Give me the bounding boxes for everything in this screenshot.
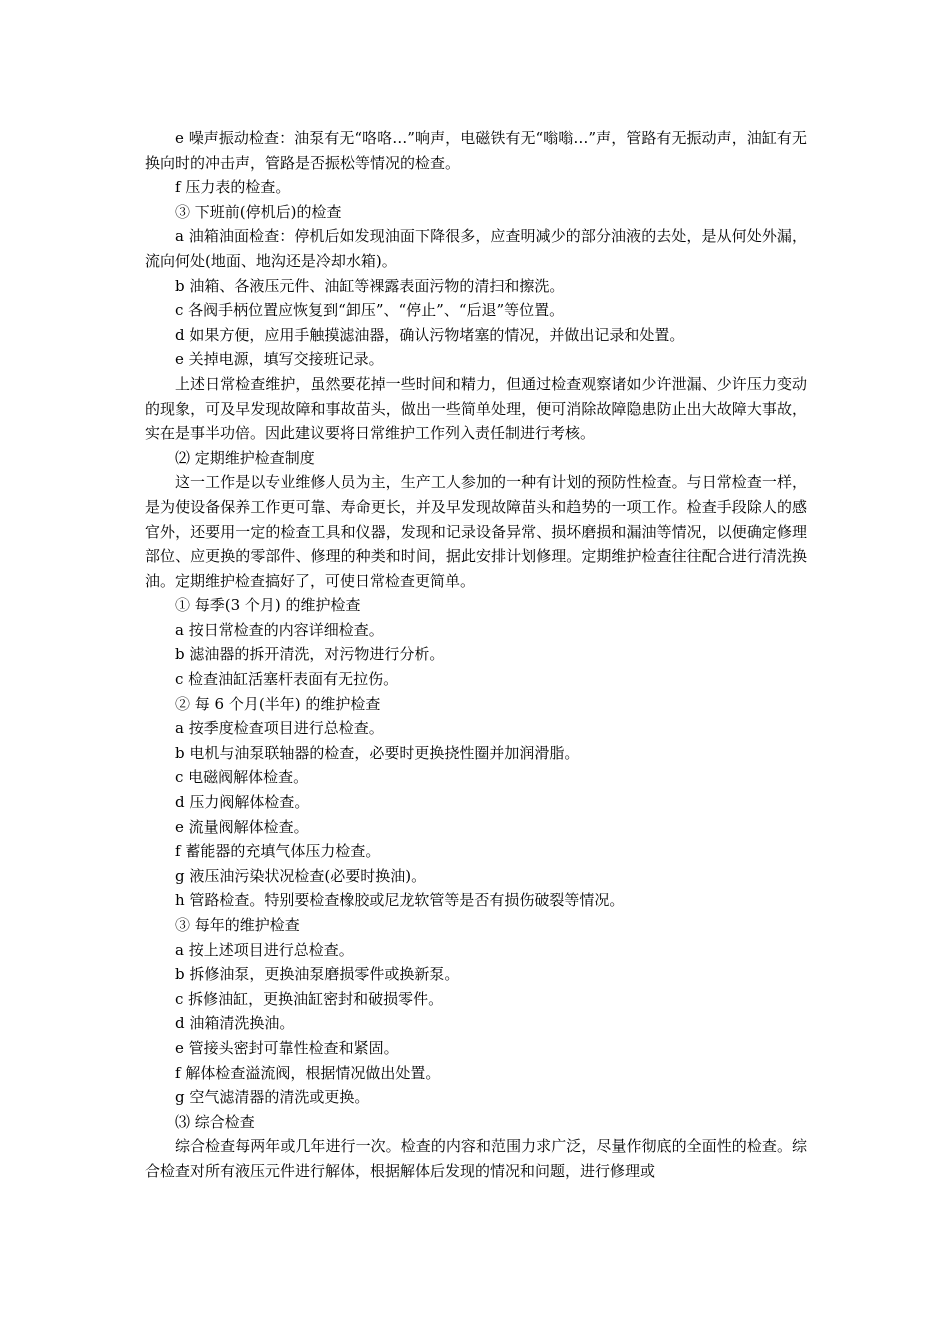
- paragraph-periodic-description: 这一工作是以专业维修人员为主，生产工人参加的一种有计划的预防性检查。与日常检查一样，是为使设备保养工作更可靠、寿命更长，并及早发现故障苗头和趋势的一项工作。检查手段除人的感官外，还要用一定的检查工具和仪器，发现和记录设备异常、损坏磨损和漏油等情况，以便确定修理部位、应更换的零部件、修理的种类和时间，据此安排计划修理。定期维护检查往往配合进行清洗换油。定期维护检查搞好了，可使日常检查更简单。: [145, 473, 807, 590]
- heading-half-year-check: ② 每 6 个月(半年) 的维护检查: [175, 694, 381, 713]
- heading-after-shift-check: ③ 下班前(停机后)的检查: [175, 202, 342, 221]
- item-yearly-g: g 空气滤清器的清洗或更换。: [175, 1088, 370, 1107]
- item-half-year-h: h 管路检查。特别要检查橡胶或尼龙软管等是否有损伤破裂等情况。: [175, 891, 625, 910]
- item-quarterly-b: b 滤油器的拆开清洗，对污物进行分析。: [175, 645, 445, 664]
- paragraph-daily-summary: 上述日常检查维护，虽然要花掉一些时间和精力，但通过检查观察诸如少许泄漏、少许压力变动的现象，可及早发现故障和事故苗头，做出一些简单处理，便可消除故障隐患防止出大故障大事故，实在是事半功倍。因此建议要将日常维护工作列入责任制进行考核。: [145, 374, 807, 443]
- item-yearly-c: c 拆修油缸，更换油缸密封和破损零件。: [175, 989, 444, 1008]
- item-surface-cleaning: b 油箱、各液压元件、油缸等裸露表面污物的清扫和擦洗。: [175, 276, 565, 295]
- paragraph-comprehensive-description: 综合检查每两年或几年进行一次。检查的内容和范围力求广泛，尽量作彻底的全面性的检查。综合检查对所有液压元件进行解体，根据解体后发现的情况和问题，进行修理或: [145, 1137, 807, 1180]
- item-half-year-g: g 液压油污染状况检查(必要时换油)。: [175, 866, 427, 885]
- paragraph-noise-check: e 噪声振动检查：油泵有无“咯咯…”响声，电磁铁有无“嗡嗡…”声，管路有无振动声，油缸有无换向时的冲击声，管路是否振松等情况的检查。: [145, 129, 807, 172]
- item-half-year-d: d 压力阀解体检查。: [175, 793, 310, 812]
- heading-periodic-inspection: ⑵ 定期维护检查制度: [175, 448, 315, 467]
- item-half-year-f: f 蓄能器的充填气体压力检查。: [175, 842, 381, 861]
- item-quarterly-a: a 按日常检查的内容详细检查。: [175, 620, 384, 639]
- heading-quarterly-check: ① 每季(3 个月) 的维护检查: [175, 596, 361, 615]
- item-yearly-b: b 拆修油泵，更换油泵磨损零件或换新泵。: [175, 965, 460, 984]
- heading-comprehensive-check: ⑶ 综合检查: [175, 1112, 255, 1131]
- item-yearly-f: f 解体检查溢流阀，根据情况做出处置。: [175, 1063, 441, 1082]
- item-quarterly-c: c 检查油缸活塞杆表面有无拉伤。: [175, 670, 399, 689]
- item-half-year-b: b 电机与油泵联轴器的检查，必要时更换挠性圈并加润滑脂。: [175, 743, 580, 762]
- item-filter-touch: d 如果方便，应用手触摸滤油器，确认污物堵塞的情况，并做出记录和处置。: [175, 325, 685, 344]
- item-pressure-gauge: f 压力表的检查。: [175, 178, 291, 197]
- item-power-off: e 关掉电源，填写交接班记录。: [175, 350, 384, 369]
- heading-yearly-check: ③ 每年的维护检查: [175, 916, 300, 934]
- item-half-year-c: c 电磁阀解体检查。: [175, 768, 309, 787]
- item-half-year-a: a 按季度检查项目进行总检查。: [175, 719, 384, 738]
- paragraph-oil-level-check: a 油箱油面检查：停机后如发现油面下降很多，应查明减少的部分油液的去处，是从何处外漏，流向何处(地面、地沟还是冷却水箱)。: [145, 227, 807, 270]
- item-half-year-e: e 流量阀解体检查。: [175, 817, 309, 836]
- item-yearly-e: e 管接头密封可靠性检查和紧固。: [175, 1038, 399, 1057]
- item-yearly-d: d 油箱清洗换油。: [175, 1014, 295, 1033]
- document-page: [145, 126, 807, 1184]
- item-yearly-a: a 按上述项目进行总检查。: [175, 940, 354, 959]
- item-valve-handles: c 各阀手柄位置应恢复到“卸压”、“停止”、“后退”等位置。: [175, 301, 565, 320]
